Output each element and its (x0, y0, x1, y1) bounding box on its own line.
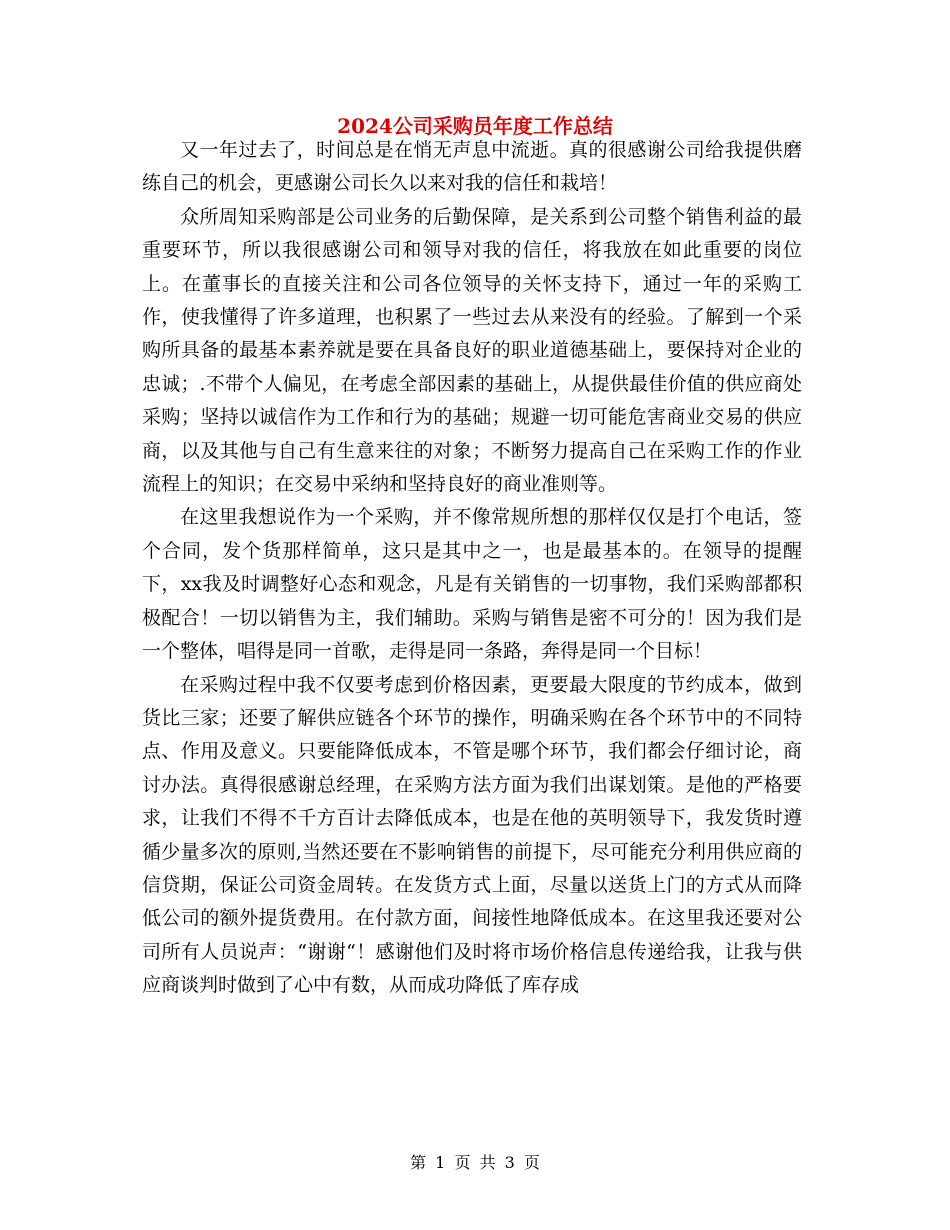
document-body (142, 134, 802, 1003)
paragraph-1: 又一年过去了，时间总是在悄无声息中流逝。真的很感谢公司给我提供磨练自己的机会，更感谢公司长久以来对我的信任和栽培！ (142, 139, 802, 195)
page-number-footer: 第 1 页 共 3 页 (410, 1153, 540, 1172)
paragraph-4: 在采购过程中我不仅要考虑到价格因素，更要最大限度的节约成本，做到货比三家；还要了解供应链各个环节的操作，明确采购在各个环节中的不同特点、作用及意义。只要能降低成本，不管是哪个环节，我们都会仔细讨论，商讨办法。真得很感谢总经理，在采购方法方面为我们出谋划策。是他的严格要求，让我们不得不千方百计去降低成本，也是在他的英明领导下，我发货时遵循少量多次的原则,当然还要在不影响销售的前提下，尽可能充分利用供应商的信贷期，保证公司资金周转。在发货方式上面，尽量以送货上门的方式从而降低公司的额外提货费用。在付款方面，间接性地降低成本。在这里我还要对公司所有人员说声：“谢谢“！感谢他们及时将市场价格信息传递给我，让我与供应商谈判时做到了心中有数，从而成功降低了库存成 (142, 673, 802, 997)
paragraph-3: 在这里我想说作为一个采购，并不像常规所想的那样仅仅是打个电话，签个合同，发个货那样简单，这只是其中之一，也是最基本的。在领导的提醒下，xx我及时调整好心态和观念，凡是有关销售的一切事物，我们采购部都积极配合！一切以销售为主，我们辅助。采购与销售是密不可分的！因为我们是一个整体，唱得是同一首歌，走得是同一条路，奔得是同一个目标！ (142, 506, 802, 663)
document-title: 2024公司采购员年度工作总结 (337, 114, 613, 138)
paragraph-2: 众所周知采购部是公司业务的后勤保障，是关系到公司整个销售利益的最重要环节，所以我很感谢公司和领导对我的信任，将我放在如此重要的岗位上。在董事长的直接关注和公司各位领导的关怀支持下，通过一年的采购工作，使我懂得了许多道理，也积累了一些过去从来没有的经验。了解到一个采购所具备的最基本素养就是要在具备良好的职业道德基础上，要保持对企业的忠诚；.不带个人偏见，在考虑全部因素的基础上，从提供最佳价值的供应商处采购；坚持以诚信作为工作和行为的基础；规避一切可能危害商业交易的供应商，以及其他与自己有生意来往的对象；不断努力提高自己在采购工作的作业流程上的知识；在交易中采纳和坚持良好的商业准则等。 (142, 205, 802, 496)
